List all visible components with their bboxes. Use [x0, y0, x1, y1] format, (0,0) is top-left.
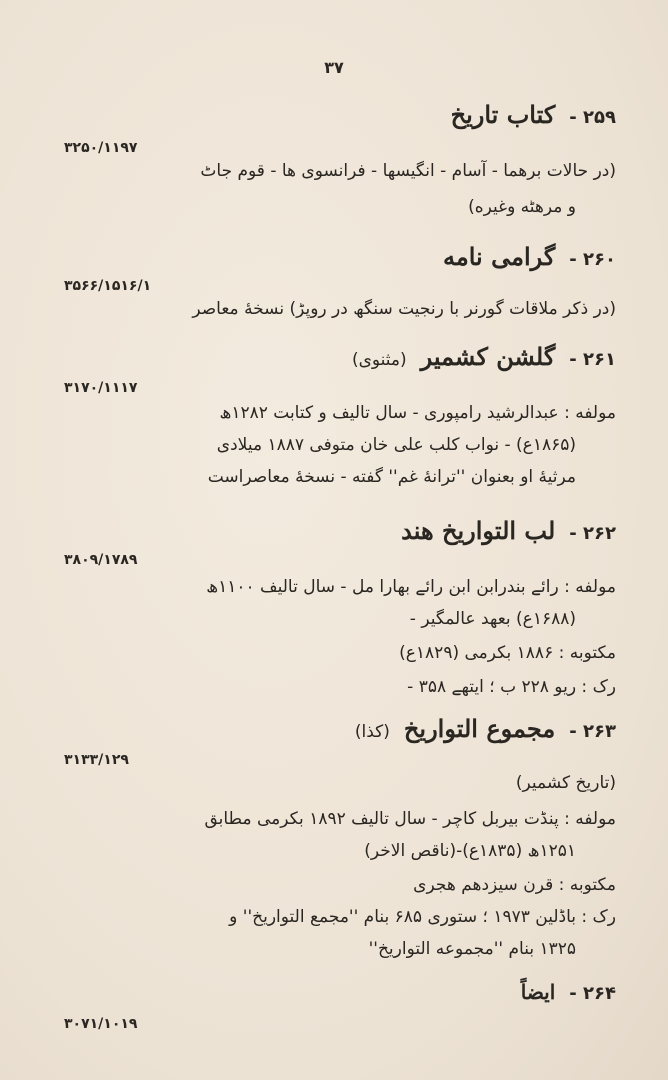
- entry-title: مجموع التواریخ: [403, 714, 556, 743]
- entry-title: گرامی نامه: [443, 242, 556, 271]
- entry-title-note: (مثنوی): [351, 350, 407, 370]
- entry-text-line: (در حالات برهما - آسام - انگیسها - فرانسوی ها - قوم جاٹ: [200, 161, 616, 181]
- entry-title-note: (کذا): [354, 722, 390, 742]
- entry-number: ۲۶۰ -: [569, 249, 616, 270]
- entry-text-line: (در ذکر ملاقات گورنر با رنجیت سنگھ در روپڑ) نسخهٔ معاصر: [192, 299, 616, 319]
- entry-text-line: ۱۲۵۱ھ (۱۸۳۵ع)-(ناقص الاخر): [364, 841, 576, 861]
- entry-number: ۲۶۱ -: [569, 349, 616, 370]
- entry-title: ایضاً: [520, 980, 556, 1004]
- entry-text-line: مولفه : رائے بندرابن ابن رائے بهارا مل - سال تالیف ۱۱۰۰ھ: [206, 577, 616, 597]
- entry-text-line: مولفه : عبدالرشید رامپوری - سال تالیف و کتابت ۱۲۸۲ھ: [219, 403, 616, 423]
- entry-text-line: مولفه : پنڈت بیربل کاچر - سال تالیف ۱۸۹۲ بکرمی مطابق: [204, 809, 616, 829]
- entry-262: [46, 516, 616, 545]
- entry-number: ۲۶۲ -: [569, 523, 616, 544]
- catalog-reference: ۳۱۳۳/۱۲۹: [64, 752, 129, 768]
- catalog-reference: ۳۰۷۱/۱۰۱۹: [64, 1016, 138, 1032]
- entry-text-line: مکتوبه : ۱۸۸۶ بکرمی (۱۸۲۹ع): [399, 643, 616, 663]
- entry-text-line: ۱۳۲۵ بنام ''مجموعه التواریخ'': [368, 939, 576, 959]
- entry-text-line: رک : باڈلین ۱۹۷۳ ؛ ستوری ۶۸۵ بنام ''مجمع التواریخ'' و: [229, 907, 616, 927]
- entry-text-line: (تاریخ کشمیر): [515, 773, 616, 793]
- entry-text-line: رک : ریو ۲۲۸ ب ؛ ایتھے ۳۵۸ -: [407, 677, 616, 697]
- catalog-reference: ۳۵۶۶/۱۵۱۶/۱: [64, 278, 152, 294]
- entry-text-line: و مرهٹه وغیره): [468, 197, 576, 217]
- entry-title: گلشن کشمیر: [420, 342, 556, 371]
- catalog-reference: ۳۲۵۰/۱۱۹۷: [64, 140, 138, 156]
- catalog-reference: ۳۸۰۹/۱۷۸۹: [64, 552, 138, 568]
- entry-title: کتاب تاریخ: [450, 100, 556, 129]
- page-number: ۳۷: [324, 58, 344, 77]
- entry-259: [46, 100, 616, 129]
- entry-text-line: (۱۶۸۸ع) بعهد عالمگیر -: [409, 609, 576, 629]
- entry-text-line: مکتوبه : قرن سیزدهم هجری: [413, 875, 616, 895]
- entry-number: ۲۶۳ -: [569, 721, 616, 742]
- entry-261: [46, 342, 616, 371]
- entry-title: لب التواریخ هند: [401, 516, 556, 545]
- catalog-reference: ۳۱۷۰/۱۱۱۷: [64, 380, 138, 396]
- entry-263: [46, 714, 616, 743]
- entry-text-line: (۱۸۶۵ع) - نواب کلب علی خان متوفی ۱۸۸۷ میلادی: [216, 435, 576, 455]
- entry-264: [46, 980, 616, 1004]
- entry-text-line: مرثیهٔ او بعنوان ''ترانهٔ غم'' گفته - نسخهٔ معاصراست: [207, 467, 576, 487]
- entry-number: ۲۵۹ -: [569, 107, 616, 128]
- entry-260: [46, 242, 616, 271]
- entry-number: ۲۶۴ -: [569, 983, 616, 1004]
